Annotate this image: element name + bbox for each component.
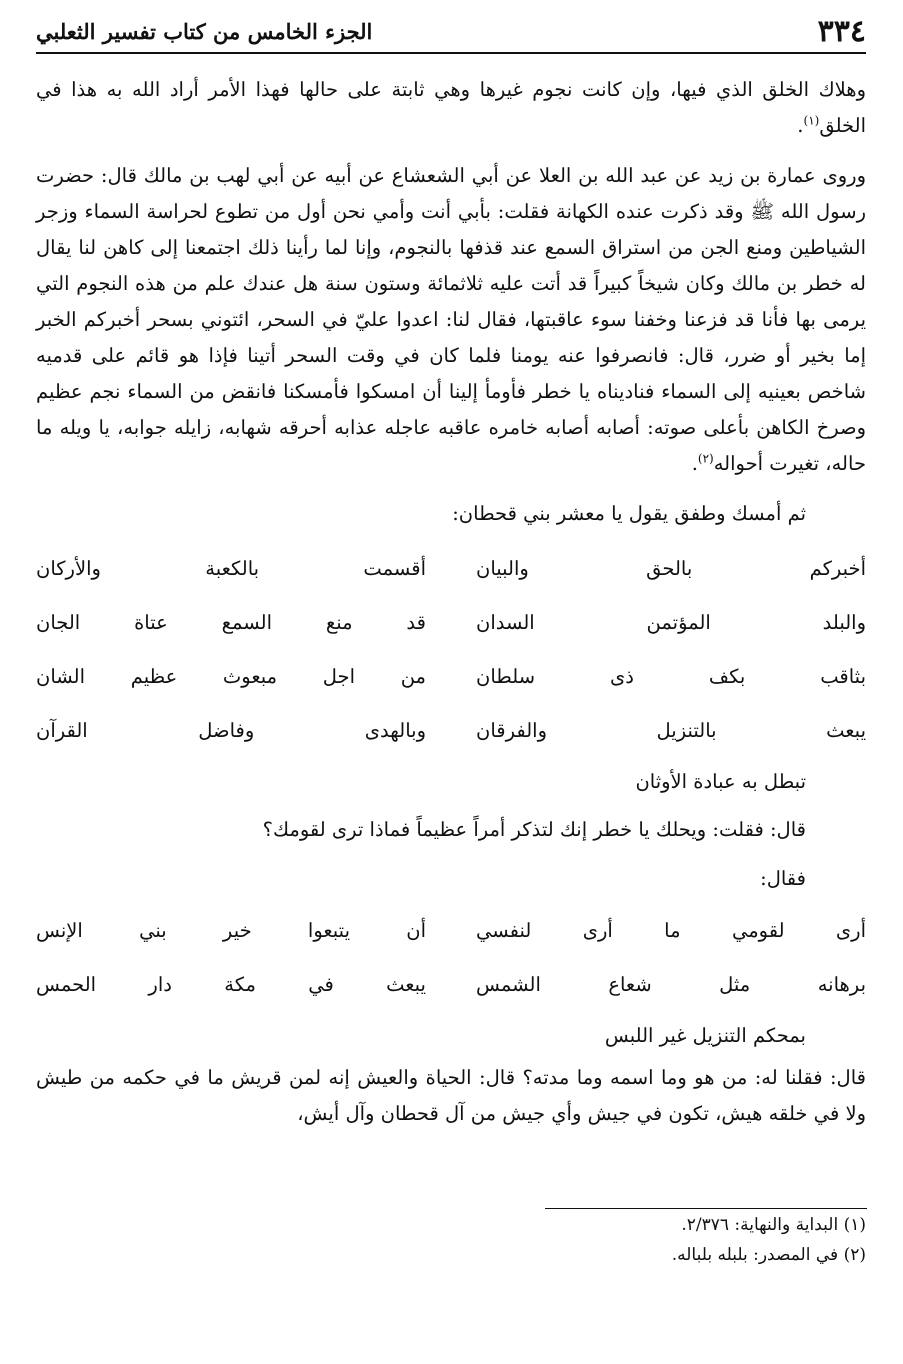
verse-second-half: يبعث في مكة دار الحمس (36, 973, 426, 996)
running-title: الجزء الخامس من كتاب تفسير الثعلبي (36, 19, 373, 44)
poem-2 (36, 904, 866, 1060)
footnote-text: في المصدر: بلبله بلباله. (671, 1245, 839, 1265)
paragraph-1-end: . (797, 114, 804, 137)
verse-second-half: أقسمت بالكعبة والأركان (36, 557, 426, 580)
verse-second-half: وبالهدى وفاضل القرآن (36, 719, 426, 742)
verse-row (36, 596, 866, 650)
footnotes (36, 1210, 866, 1270)
footnote-ref-2: (٢) (697, 451, 714, 466)
paragraph-2-text: وروى عمارة بن زيد عن عبد الله بن العلا عن أبي الشعشاع عن أبيه عن أبي لهب بن مالك قال: حضرت رسول الله ﷺ وقد ذكرت عنده الكهانة فقلت: بأبي أنت وأمي نحن أول من تطوع لحراسة السماء وزجر الشياطين ومنع الجن من استراق السمع عند قذفها بالنجوم، وإنا لما رأينا ذلك اجتمعنا إلى كاهن لنا يقال له خطر بن مالك وكان شيخاً كبيراً قد أتت عليه ثلاثمائة وستون سنة هل عندك علم من هذه النجوم التي يرمى بها فأنا قد فزعنا وخفنا سوء عاقبتها، فقال لنا: اعدوا عليّ في السحر، ائتوني بسحر أخبركم الخبر إما بخير أو ضرر، قال: فانصرفوا عنه يومنا فلما كان في وقت السحر أتينا فإذا هو قائم على قدميه شاخص بعينيه إلى السماء فناديناه يا خطر فأومأ إلينا أن امسكوا فأمسكنا فانقض من السماء نجم عظيم وصرخ الكاهن بأعلى صوته: أصابه أصابه خامره عاقبه عاجله عذابه أحرقه شهابه، زايله جوابه، يا ويله ما حاله، تغيرت أحواله (36, 164, 866, 475)
poem-1 (36, 542, 866, 806)
poem-2-tail: بمحكم التنزيل غير اللبس (604, 1024, 806, 1047)
footnote-ref-1: (١) (803, 113, 820, 128)
paragraph-2-end: . (691, 452, 698, 475)
verse-second-half: من اجل مبعوث عظيم الشان (36, 665, 426, 688)
footnote-divider (545, 1208, 867, 1209)
paragraph-3: قال: فقلت: ويحلك يا خطر إنك لتذكر أمراً عظيماً فماذا ترى لقومك؟ (262, 818, 806, 841)
footnote-number: (١) (843, 1215, 866, 1235)
footnote-1 (36, 1210, 866, 1240)
poem-1-tail: تبطل به عبادة الأوثان (635, 770, 806, 793)
verse-row (36, 704, 866, 758)
verse-second-half: أن يتبعوا خير بني الإنس (36, 919, 426, 942)
poem-1-intro: ثم أمسك وطفق يقول يا معشر بني قحطان: (452, 502, 806, 525)
verse-first-half: أرى لقومي ما أرى لنفسي (476, 919, 866, 942)
paragraph-1 (36, 72, 866, 144)
verse-first-half: والبلد المؤتمن السدان (476, 611, 866, 634)
footnote-text: البداية والنهاية: ٢/٣٧٦. (681, 1215, 839, 1235)
paragraph-4: فقال: (760, 867, 806, 890)
verse-second-half: قد منع السمع عتاة الجان (36, 611, 426, 634)
footnote-number: (٢) (843, 1245, 866, 1265)
verse-row (36, 542, 866, 596)
verse-row (36, 958, 866, 1012)
verse-first-half: برهانه مثل شعاع الشمس (476, 973, 866, 996)
footnote-2 (36, 1240, 866, 1270)
verse-first-half: بثاقب بكف ذى سلطان (476, 665, 866, 688)
paragraph-2 (36, 158, 866, 482)
verse-row (36, 650, 866, 704)
verse-first-half: أخبركم بالحق والبيان (476, 557, 866, 580)
paragraph-1-text: وهلاك الخلق الذي فيها، وإن كانت نجوم غيرها وهي ثابتة على حالها فهذا الأمر أراد الله به هذا في الخلق (36, 78, 866, 137)
verse-row (36, 904, 866, 958)
page-header (36, 8, 866, 54)
verse-first-half: يبعث بالتنزيل والفرقان (476, 719, 866, 742)
main-text (36, 72, 866, 1146)
paragraph-5: قال: فقلنا له: من هو وما اسمه وما مدته؟ قال: الحياة والعيش إنه لمن قريش ما في حكمه من طيش ولا في خلقه هيش، تكون في جيش وأي جيش من آل قحطان وآل أيش، (36, 1066, 866, 1125)
page-number: ٣٣٤ (817, 14, 866, 49)
